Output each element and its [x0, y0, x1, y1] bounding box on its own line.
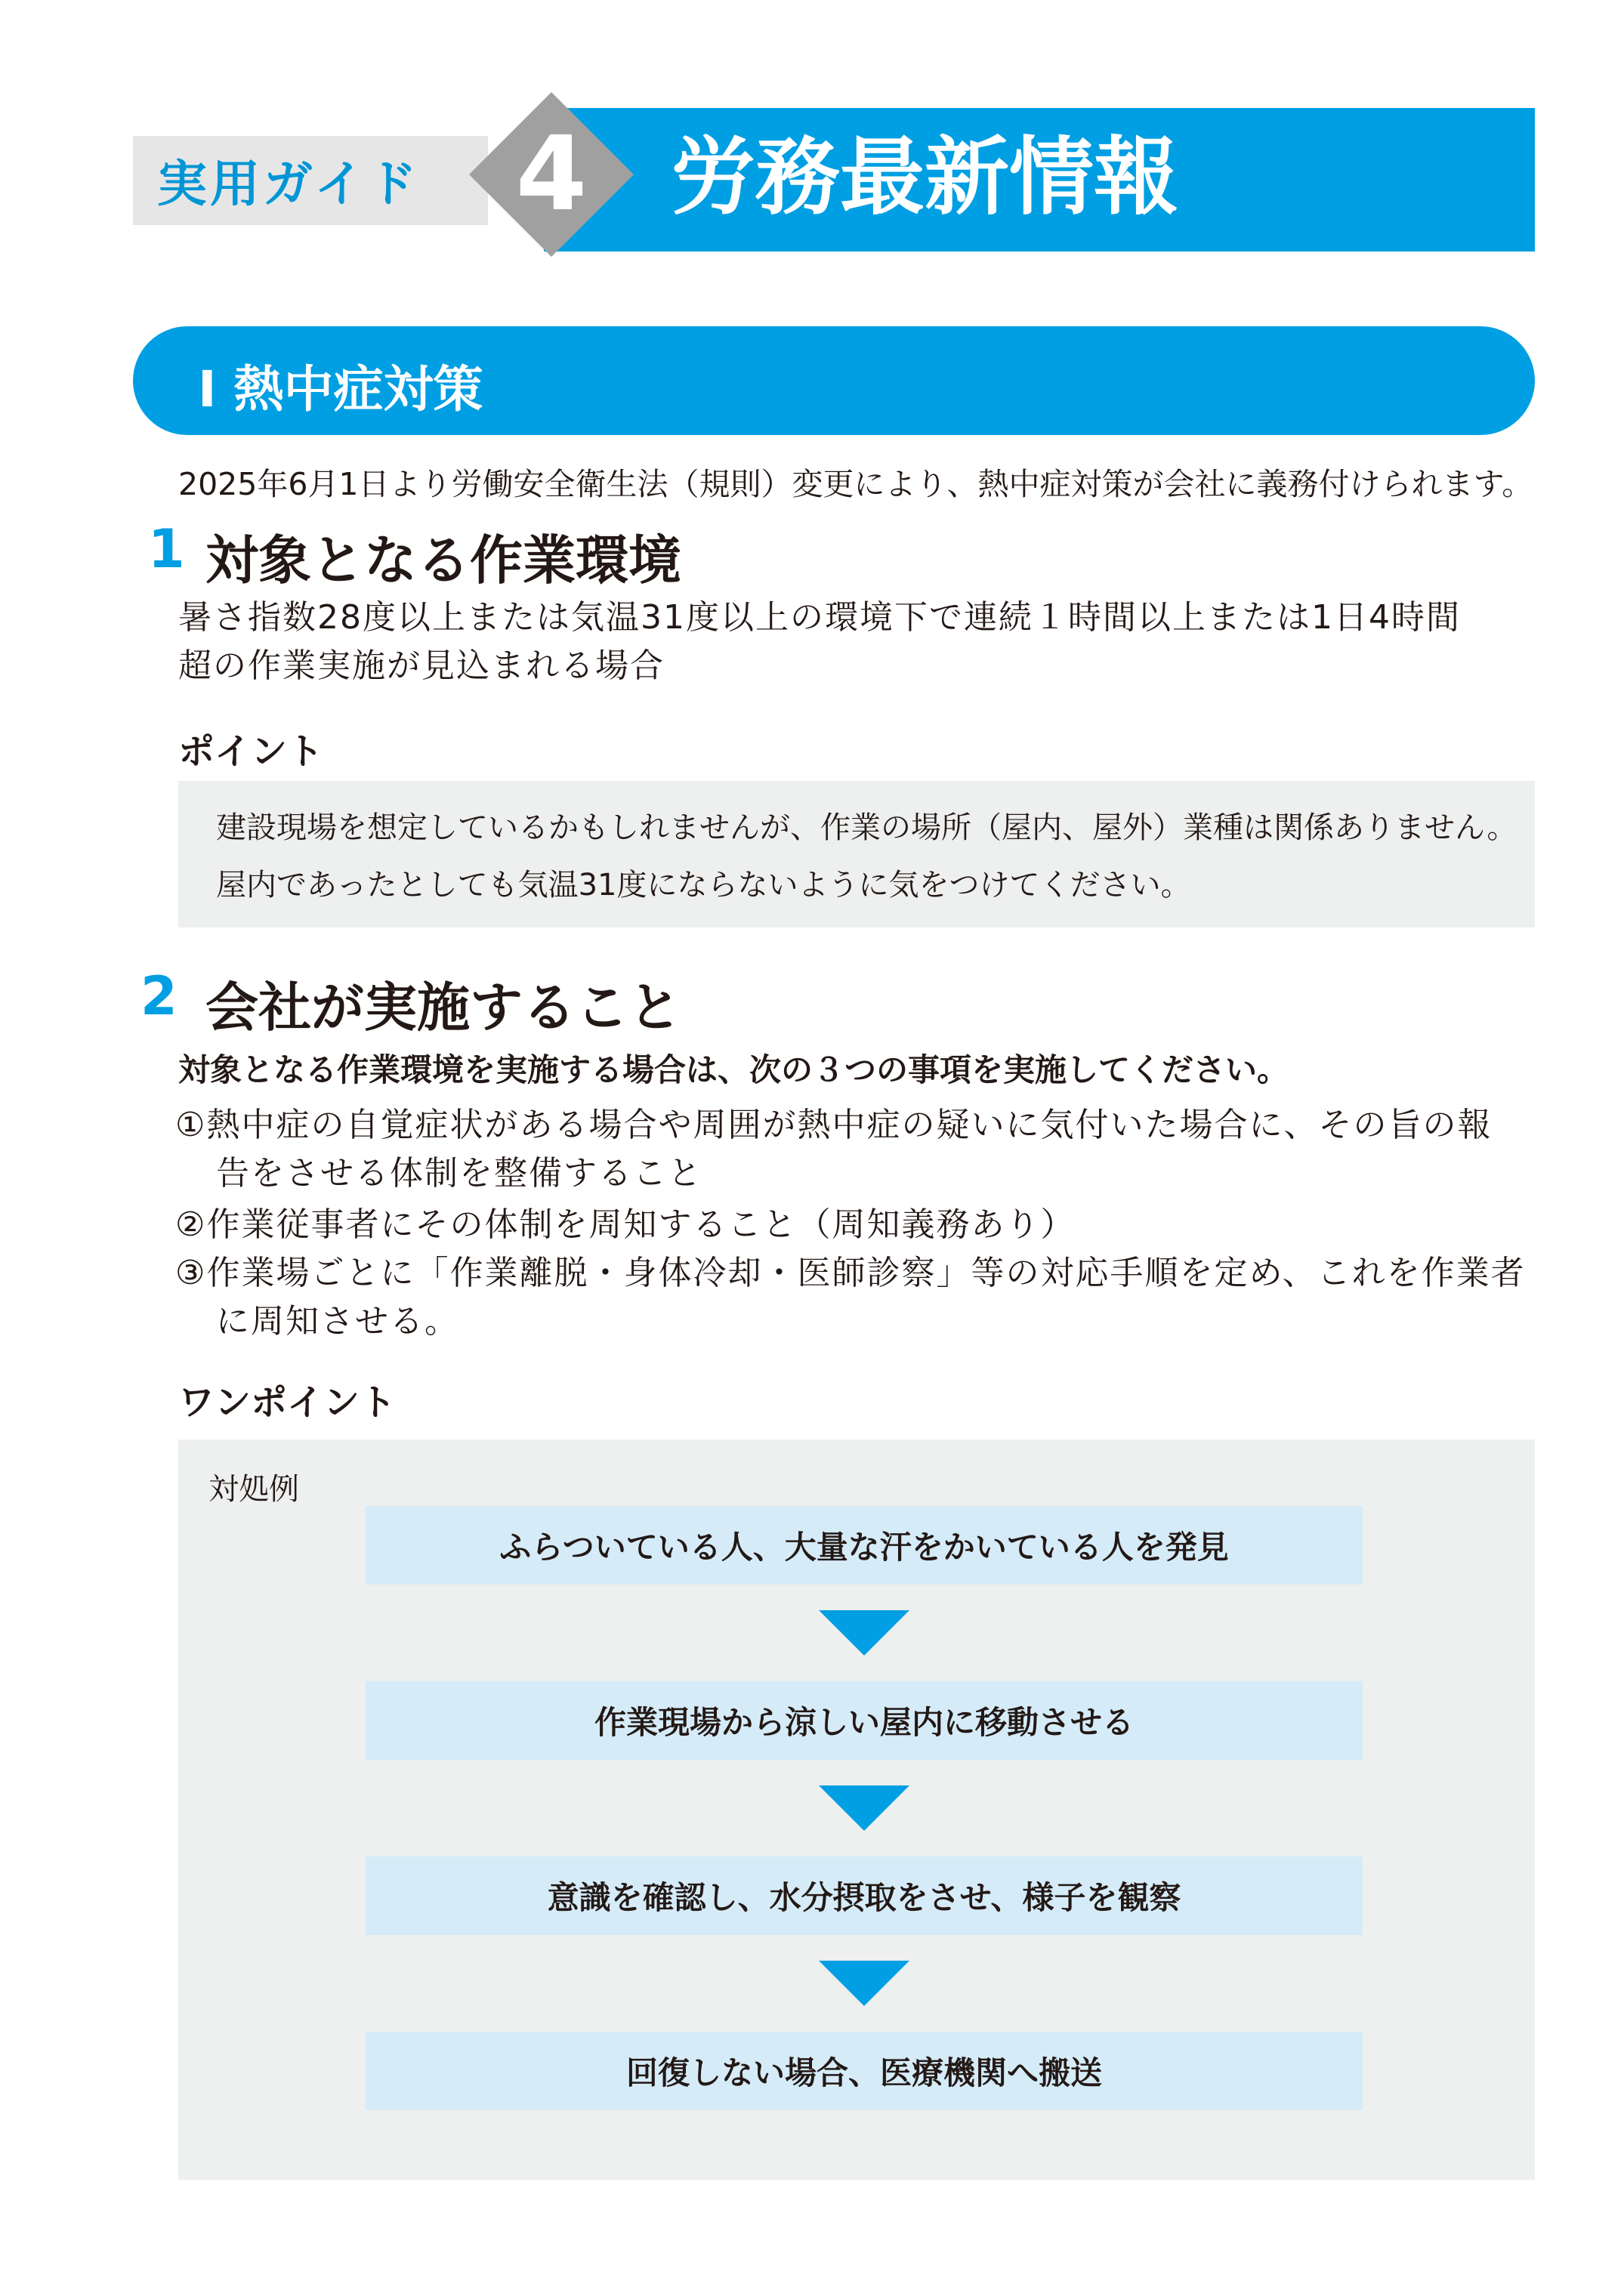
arrow-down-icon — [819, 1610, 909, 1656]
flow-step-4-text: 回復しない場合、医療機関へ搬送 — [625, 2054, 1102, 2091]
item1-body-line-2: 超の作業実施が見込まれる場合 — [178, 647, 665, 685]
flow-step-3-text: 意識を確認し、水分摂取をさせ、様子を観察 — [547, 1879, 1181, 1916]
onepoint-label: ワンポイント — [178, 1381, 397, 1424]
point-label: ポイント — [178, 730, 324, 773]
item2-list-line-4: ③作業場ごとに「作業離脱・身体冷却・医師診察」等の対応手順を定め、これを作業者 — [175, 1254, 1526, 1292]
arrow-down-icon — [819, 1785, 909, 1831]
page-title: 労務最新情報 — [671, 128, 1178, 227]
example-label: 対処例 — [208, 1472, 299, 1507]
item2-list-line-2: 告をさせる体制を整備すること — [216, 1154, 702, 1193]
point-line-2: 屋内であったとしても気温31度にならないように気をつけてください。 — [216, 868, 1191, 903]
point-line-1: 建設現場を想定しているかもしれませんが、作業の場所（屋内、屋外）業種は関係ありません。 — [216, 810, 1517, 845]
item1-body-line-1: 暑さ指数28度以上または気温31度以上の環境下で連続１時間以上または1日4時間 — [178, 598, 1461, 637]
item2-list-line-5: に周知させる。 — [216, 1302, 459, 1341]
flow-step-4 — [366, 2032, 1363, 2110]
guide-label: 実用ガイド — [157, 155, 421, 213]
flow-step-2-text: 作業現場から涼しい屋内に移動させる — [594, 1704, 1134, 1741]
item1-heading: 対象となる作業環境 — [205, 529, 681, 591]
item2-list-line-3: ②作業従事者にその体制を周知すること（周知義務あり） — [175, 1205, 1076, 1244]
item2-lead: 対象となる作業環境を実施する場合は、次の３つの事項を実施してください。 — [178, 1051, 1289, 1088]
item2-list-line-1: ①熱中症の自覚症状がある場合や周囲が熱中症の疑いに気付いた場合に、その旨の報 — [175, 1106, 1493, 1144]
flow-step-1 — [366, 1506, 1363, 1585]
section-intro: 2025年6月1日より労働安全衛生法（規則）変更により、熱中症対策が会社に義務付けられます。 — [178, 466, 1533, 502]
item2-heading: 会社が実施すること — [205, 977, 681, 1038]
item1-number: 1 — [148, 518, 185, 580]
flow-step-2 — [366, 1681, 1363, 1760]
flow-step-3 — [366, 1856, 1363, 1935]
flow-step-1-text: ふらついている人、大量な汗をかいている人を発見 — [499, 1529, 1229, 1566]
arrow-down-icon — [819, 1961, 909, 2006]
section-title: Ⅰ 熱中症対策 — [198, 360, 483, 418]
guide-number: 4 — [515, 115, 588, 234]
item2-number: 2 — [140, 965, 178, 1027]
